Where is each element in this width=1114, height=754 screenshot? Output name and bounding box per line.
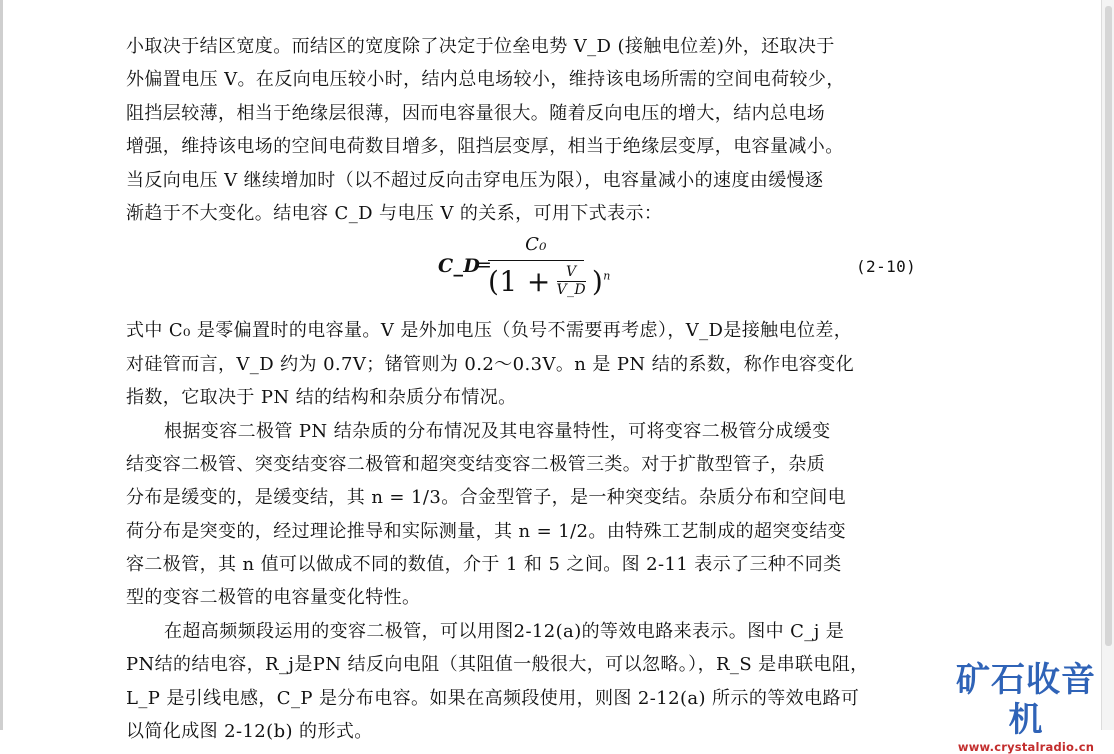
formula-fraction [488,232,611,299]
text-line: 分布是缓变的，是缓变结，其 n = 1/3。合金型管子，是一种突变结。杂质分布和空间电 [126,487,847,509]
formula-denominator-open: (1 + [488,265,551,299]
scrollbar-thumb[interactable] [1105,6,1112,646]
formula-denominator-close: ) [591,265,604,299]
formula-inner-numerator: V [557,264,587,282]
text-line: 荷分布是突变的，经过理论推导和实际测量，其 n = 1/2。由特殊工艺制成的超突变结变 [126,520,847,542]
equation-number: (2-10) [856,257,917,277]
document-body [126,30,926,748]
page-left-edge [0,0,3,730]
text-line: 在超高频频段运用的变容二极管，可以用图2-12(a)的等效电路来表示。图中 C_j 是 [164,620,845,642]
paragraph-4 [126,615,926,749]
capacitance-formula [126,232,926,310]
watermark-title: 矿石收音机 [956,660,1096,740]
paragraph-3 [126,415,926,615]
formula-exponent: n [603,269,611,283]
text-line: 根据变容二极管 PN 结杂质的分布情况及其电容量特性，可将变容二极管分成缓变 [164,420,831,442]
text-line: 指数，它取决于 PN 结的结构和杂质分布情况。 [126,387,517,409]
formula-inner-denominator: V_D [556,282,587,299]
vertical-scrollbar[interactable] [1101,0,1114,730]
watermark-url: www.crystalradio.cn [957,740,1095,754]
text-line: 型的变容二极管的电容量变化特性。 [126,587,421,609]
text-line: 对硅管而言，V_D 约为 0.7V；锗管则为 0.2～0.3V。n 是 PN 结的系数，称作电容变化 [126,353,855,375]
text-line: 以简化成图 2-12(b) 的形式。 [126,721,373,743]
text-line: 当反向电压 V 继续增加时（以不超过反向击穿电压为限），电容量减小的速度由缓慢逐 [126,169,824,191]
text-line: 阻挡层较薄，相当于绝缘层很薄，因而电容量很大。随着反向电压的增大，结内总电场 [126,102,826,124]
formula-numerator: C₀ [488,232,584,261]
text-line: 容二极管，其 n 值可以做成不同的数值，介于 1 和 5 之间。图 2-11 表示了三种不同类 [126,554,842,576]
text-line: 式中 C₀ 是零偏置时的电容量。V 是外加电压（负号不需要再考虑），V_D是接触电位差， [126,320,853,342]
paragraph-1 [126,30,926,230]
formula-denominator [488,261,611,299]
site-watermark [942,660,1110,754]
formula-inner-fraction [557,264,587,299]
formula-lhs: C_D [438,255,481,278]
text-line: 结变容二极管、突变结变容二极管和超突变结变容二极管三类。对于扩散型管子，杂质 [126,453,826,475]
text-line: L_P 是引线电感，C_P 是分布电容。如果在高频段使用，则图 2-12(a) 所示的等效电路可 [126,687,860,709]
text-line: PN结的结电容，R_j是PN 结反向电阻（其阻值一般很大，可以忽略。），R_S 是串联电阻， [126,654,869,676]
paragraph-2 [126,314,926,414]
text-line: 小取决于结区宽度。而结区的宽度除了决定于位垒电势 V_D (接触电位差)外，还取决于 [126,36,835,57]
text-line: 渐趋于不大变化。结电容 C_D 与电压 V 的关系，可用下式表示： [126,202,663,224]
text-line: 外偏置电压 V。在反向电压较小时，结内总电场较小，维持该电场所需的空间电荷较少， [126,69,845,91]
text-line: 增强，维持该电场的空间电荷数目增多，阻挡层变厚，相当于绝缘层变厚，电容量减小。 [126,136,844,158]
formula-equals: = [476,254,493,277]
